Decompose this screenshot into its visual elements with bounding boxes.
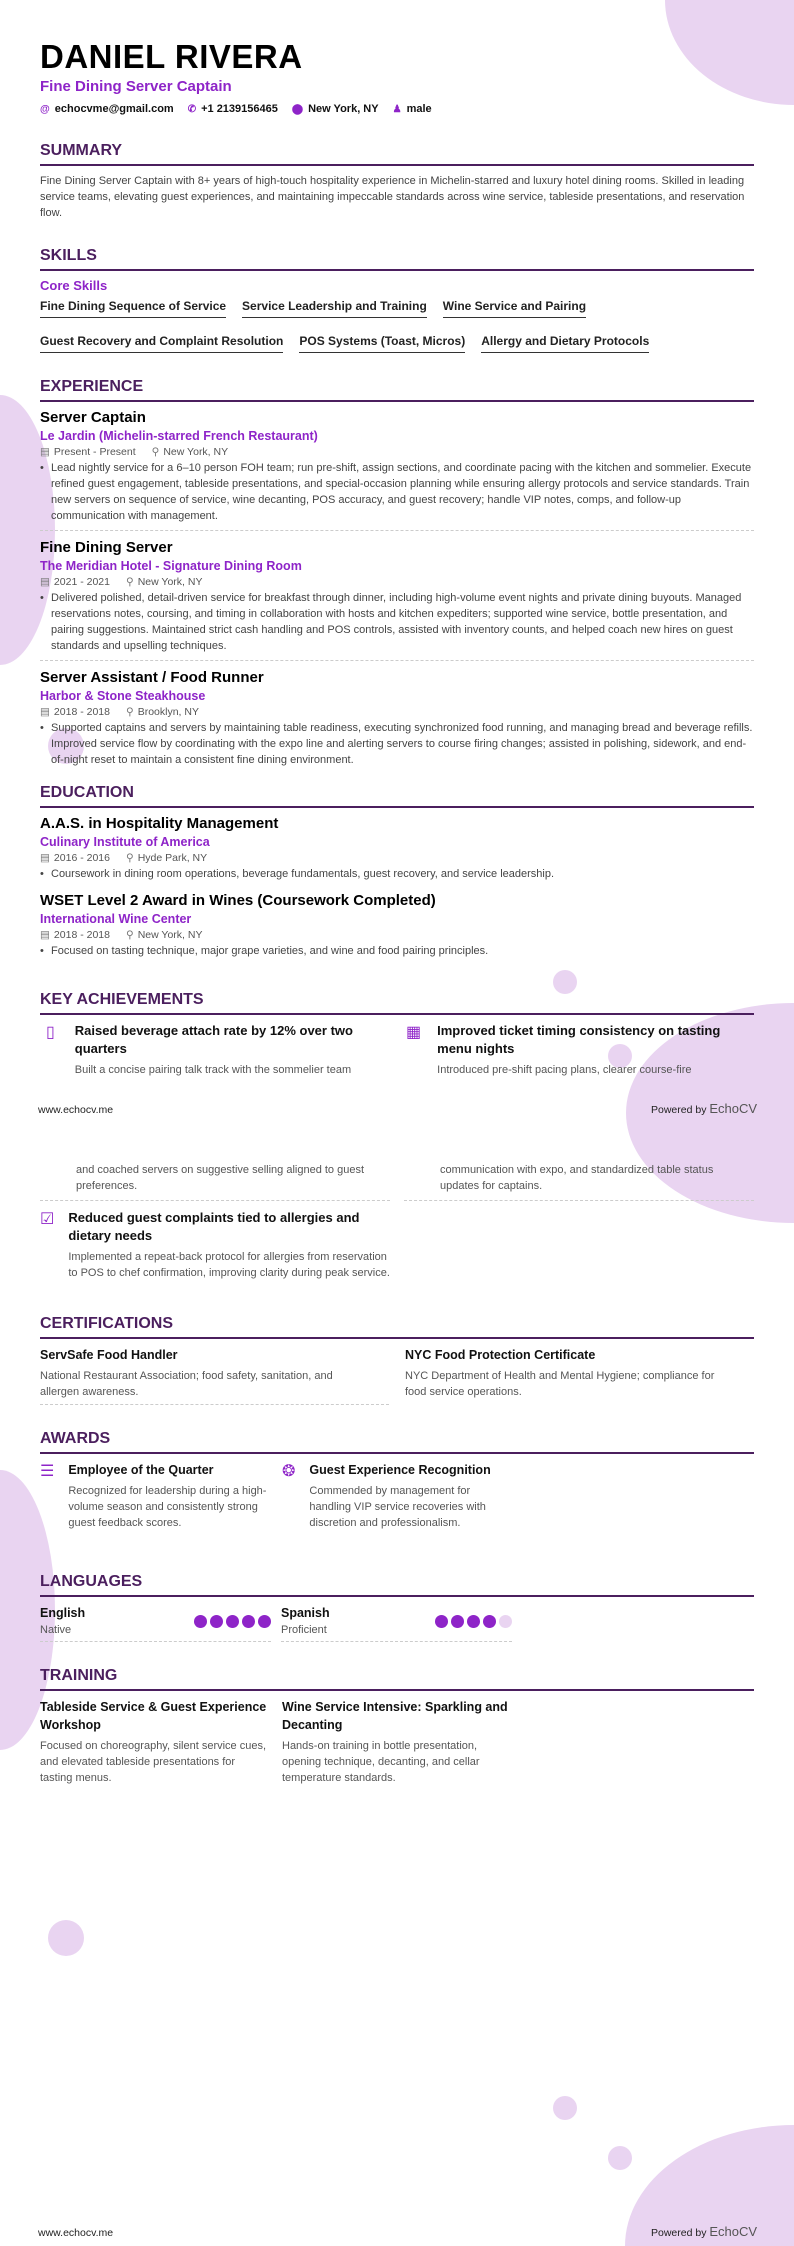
dates: 2016 - 2016 <box>53 852 110 864</box>
person-icon: ♟ <box>392 104 402 115</box>
location: Hyde Park, NY <box>137 852 208 864</box>
skills-section <box>40 247 754 353</box>
phone[interactable] <box>188 103 278 115</box>
job-bullet: • Lead nightly service for a 6–10 person FOH team; run pre-shift, assign sections, and coordinate pacing with the kitchen and sommelier. Execute refined guest engagement, tableside presentations, and special-occasion planning while ensuring allergy protocols and service standards. Train new servers on sequence of service, wine decanting, POS accuracy, and guest recovery; handle VIP notes, comps, and follow-up communication with management. <box>40 460 754 524</box>
education-section <box>40 784 754 973</box>
footer-powered[interactable] <box>651 1101 757 1116</box>
rating-dot-empty <box>499 1615 512 1628</box>
summary-section <box>40 142 754 221</box>
candidate-name: DANIEL RIVERA <box>40 38 303 75</box>
achievement-desc: Introduced pre-shift pacing plans, clearer course-fire <box>437 1064 692 1076</box>
dates: 2018 - 2018 <box>53 706 110 718</box>
skill-item: Guest Recovery and Complaint Resolution <box>40 334 283 353</box>
email-text: echocvme@gmail.com <box>54 103 174 115</box>
language-name: Spanish <box>281 1606 330 1620</box>
award-desc: Recognized for leadership during a high-volume season and consistently strong guest feedback scores. <box>68 1485 267 1529</box>
job-title: Fine Dining Server <box>40 539 173 556</box>
rating-dot-filled <box>258 1615 271 1628</box>
education-entry <box>40 815 754 888</box>
skill-item: POS Systems (Toast, Micros) <box>299 334 465 353</box>
decor-dot <box>553 2096 577 2120</box>
map-pin-icon: ⚲ <box>151 446 160 458</box>
section-heading: KEY ACHIEVEMENTS <box>40 991 754 1015</box>
achievement-desc-cont: communication with expo, and standardized table status updates for captains. <box>404 1162 754 1201</box>
rating-dot-filled <box>451 1615 464 1628</box>
achievement-title: Raised beverage attach rate by 12% over two quarters <box>74 1023 353 1056</box>
training-item <box>40 1698 270 1786</box>
cert-desc: National Restaurant Association; food safety, sanitation, and allergen awareness. <box>40 1370 333 1398</box>
skill-item: Fine Dining Sequence of Service <box>40 299 226 318</box>
education-bullet: • Focused on tasting technique, major grape varieties, and wine and food pairing principles. <box>40 943 754 959</box>
job-title: Server Captain <box>40 409 146 426</box>
skill-list <box>40 299 754 353</box>
achievement-title: Reduced guest complaints tied to allergies and dietary needs <box>68 1210 360 1243</box>
school: Culinary Institute of America <box>40 835 210 849</box>
job-bullet: • Supported captains and servers by maintaining table readiness, executing synchronized food running, and managing bread and beverage refills. Improved service flow by coordinating with the expo line and alerting servers to course firing changes; assisted in polishing, sidework, and end-of-night reset to maintain a consistent fine dining environment. <box>40 720 754 768</box>
award-title: Guest Experience Recognition <box>309 1463 491 1477</box>
training-desc: Focused on choreography, silent service cues, and elevated tableside presentations for tasting menus. <box>40 1740 267 1784</box>
job-entry <box>40 409 754 531</box>
map-pin-icon: ⚲ <box>125 576 134 588</box>
location: Brooklyn, NY <box>137 706 199 718</box>
achievements-section <box>40 991 754 1078</box>
map-pin-icon: ⚲ <box>125 706 134 718</box>
rating-dot-filled <box>435 1615 448 1628</box>
company: Harbor & Stone Steakhouse <box>40 689 206 703</box>
location: New York, NY <box>163 446 229 458</box>
location: New York, NY <box>137 929 203 941</box>
job-entry <box>40 669 754 774</box>
skill-item: Wine Service and Pairing <box>443 299 586 318</box>
footer-powered[interactable] <box>651 2224 757 2239</box>
calendar-icon: ▤ <box>40 576 50 588</box>
map-pin-icon: ⚲ <box>125 852 134 864</box>
award-desc: Commended by management for handling VIP service recoveries with discretion and professionalism. <box>309 1485 486 1529</box>
achievement-desc: Built a concise pairing talk track with the sommelier team <box>74 1064 352 1076</box>
dates: 2021 - 2021 <box>53 576 110 588</box>
education-entry <box>40 892 754 965</box>
calendar-icon: ▤ <box>40 446 50 458</box>
achievements-continued <box>40 1158 754 1281</box>
gender <box>393 103 432 115</box>
achievement-item <box>404 1022 754 1078</box>
section-heading: SUMMARY <box>40 142 754 166</box>
gender-text: male <box>406 103 432 115</box>
at-icon: @ <box>40 104 50 115</box>
language-name: English <box>40 1606 86 1620</box>
section-heading: CERTIFICATIONS <box>40 1315 754 1339</box>
degree: WSET Level 2 Award in Wines (Coursework Completed) <box>40 892 436 909</box>
language-item <box>40 1604 271 1642</box>
phone-text: +1 2139156465 <box>201 103 278 115</box>
section-heading: SKILLS <box>40 247 754 271</box>
rating-dot-filled <box>194 1615 207 1628</box>
powered-text: Powered by <box>651 1104 707 1116</box>
achievement-desc-cont: and coached servers on suggestive selling aligned to guest preferences. <box>40 1162 390 1201</box>
award-item <box>40 1461 268 1531</box>
training-title: Tableside Service & Guest Experience Workshop <box>40 1700 267 1732</box>
achievement-item <box>40 1209 390 1281</box>
achievement-title: Improved ticket timing consistency on tasting menu nights <box>437 1023 721 1056</box>
degree: A.A.S. in Hospitality Management <box>40 815 279 832</box>
education-bullet: • Coursework in dining room operations, beverage fundamentals, guest recovery, and service leadership. <box>40 866 754 882</box>
language-item <box>281 1604 512 1642</box>
mobile-icon: ▯ <box>45 1024 55 1041</box>
section-heading: AWARDS <box>40 1430 754 1454</box>
rating-dot-filled <box>242 1615 255 1628</box>
calendar-icon: ▤ <box>40 706 50 718</box>
location-text: New York, NY <box>308 103 379 115</box>
cert-title: NYC Food Protection Certificate <box>405 1348 596 1362</box>
experience-section <box>40 378 754 782</box>
resume-header <box>40 38 754 115</box>
footer-site[interactable]: www.echocv.me <box>38 2227 114 2239</box>
cert-title: ServSafe Food Handler <box>40 1348 178 1362</box>
school: International Wine Center <box>40 912 192 926</box>
calculator-icon: ▦ <box>406 1024 422 1041</box>
skill-group-title: Core Skills <box>40 278 108 293</box>
contact-row <box>40 103 754 115</box>
rating-dot-filled <box>467 1615 480 1628</box>
location <box>292 103 379 115</box>
powered-text: Powered by <box>651 2227 707 2239</box>
training-item <box>282 1698 512 1786</box>
brand: EchoCV <box>709 1101 758 1116</box>
calendar-icon: ▤ <box>40 929 50 941</box>
job-title: Fine Dining Server Captain <box>40 78 232 95</box>
location: New York, NY <box>137 576 203 588</box>
certifications-section <box>40 1315 754 1405</box>
list-icon: ☰ <box>40 1463 55 1480</box>
decor-dot <box>48 1920 84 1956</box>
section-heading: EDUCATION <box>40 784 754 808</box>
brand: EchoCV <box>709 2224 758 2239</box>
job-bullet: • Delivered polished, detail-driven service for breakfast through dinner, including high-volume event nights and private dining buyouts. Managed reservations notes, coursing, and timing in collaboration with hosts and kitchen expediters; supported wine service, bottle presentation, and pairing suggestions. Maintained strict cash handling and POS controls, assisted with inventory counts, and helped coach new hires on guest standards and upselling techniques. <box>40 590 754 654</box>
company: Le Jardin (Michelin-starred French Restaurant) <box>40 429 318 443</box>
decor-dot <box>608 2146 632 2170</box>
language-level: Proficient <box>281 1624 327 1636</box>
summary-text: Fine Dining Server Captain with 8+ years of high-touch hospitality experience in Michelin-starred and luxury hotel dining rooms. Skilled in leading service teams, elevating guest experiences, and maintaining impeccable standards across wine service, tableside presentations, and reservation flow. <box>40 175 745 219</box>
skill-item: Service Leadership and Training <box>242 299 427 318</box>
training-title: Wine Service Intensive: Sparkling and Decanting <box>282 1700 508 1732</box>
skill-item: Allergy and Dietary Protocols <box>481 334 649 353</box>
certification-item <box>40 1346 389 1405</box>
achievement-desc: Implemented a repeat-back protocol for allergies from reservation to POS to chef confirmation, improving clarity during peak service. <box>68 1251 390 1279</box>
languages-section <box>40 1573 754 1642</box>
rating-dot-filled <box>226 1615 239 1628</box>
phone-icon: ✆ <box>187 104 197 115</box>
language-rating <box>435 1615 512 1628</box>
section-heading: LANGUAGES <box>40 1573 754 1597</box>
award-title: Employee of the Quarter <box>68 1463 214 1477</box>
certification-item <box>405 1346 754 1405</box>
dates: Present - Present <box>53 446 136 458</box>
footer-site[interactable]: www.echocv.me <box>38 1104 114 1116</box>
calendar-icon: ▤ <box>40 852 50 864</box>
training-section <box>40 1667 754 1786</box>
map-pin-icon: ⬤ <box>291 104 304 115</box>
award-item <box>282 1461 510 1531</box>
company: The Meridian Hotel - Signature Dining Room <box>40 559 302 573</box>
rating-dot-filled <box>210 1615 223 1628</box>
job-entry <box>40 539 754 661</box>
clipboard-check-icon: ☑ <box>40 1211 55 1228</box>
dates: 2018 - 2018 <box>53 929 110 941</box>
map-pin-icon: ⚲ <box>125 929 134 941</box>
language-rating <box>194 1615 271 1628</box>
awards-section <box>40 1430 754 1531</box>
rating-dot-filled <box>483 1615 496 1628</box>
achievement-item <box>40 1022 390 1078</box>
language-level: Native <box>40 1624 72 1636</box>
section-heading: EXPERIENCE <box>40 378 754 402</box>
email[interactable] <box>40 103 174 115</box>
job-title: Server Assistant / Food Runner <box>40 669 264 686</box>
training-desc: Hands-on training in bottle presentation, opening technique, decanting, and cellar temperature standards. <box>282 1740 480 1784</box>
section-heading: TRAINING <box>40 1667 754 1691</box>
cert-desc: NYC Department of Health and Mental Hygiene; compliance for food service operations. <box>405 1370 715 1398</box>
badge-icon: ❂ <box>282 1463 296 1480</box>
